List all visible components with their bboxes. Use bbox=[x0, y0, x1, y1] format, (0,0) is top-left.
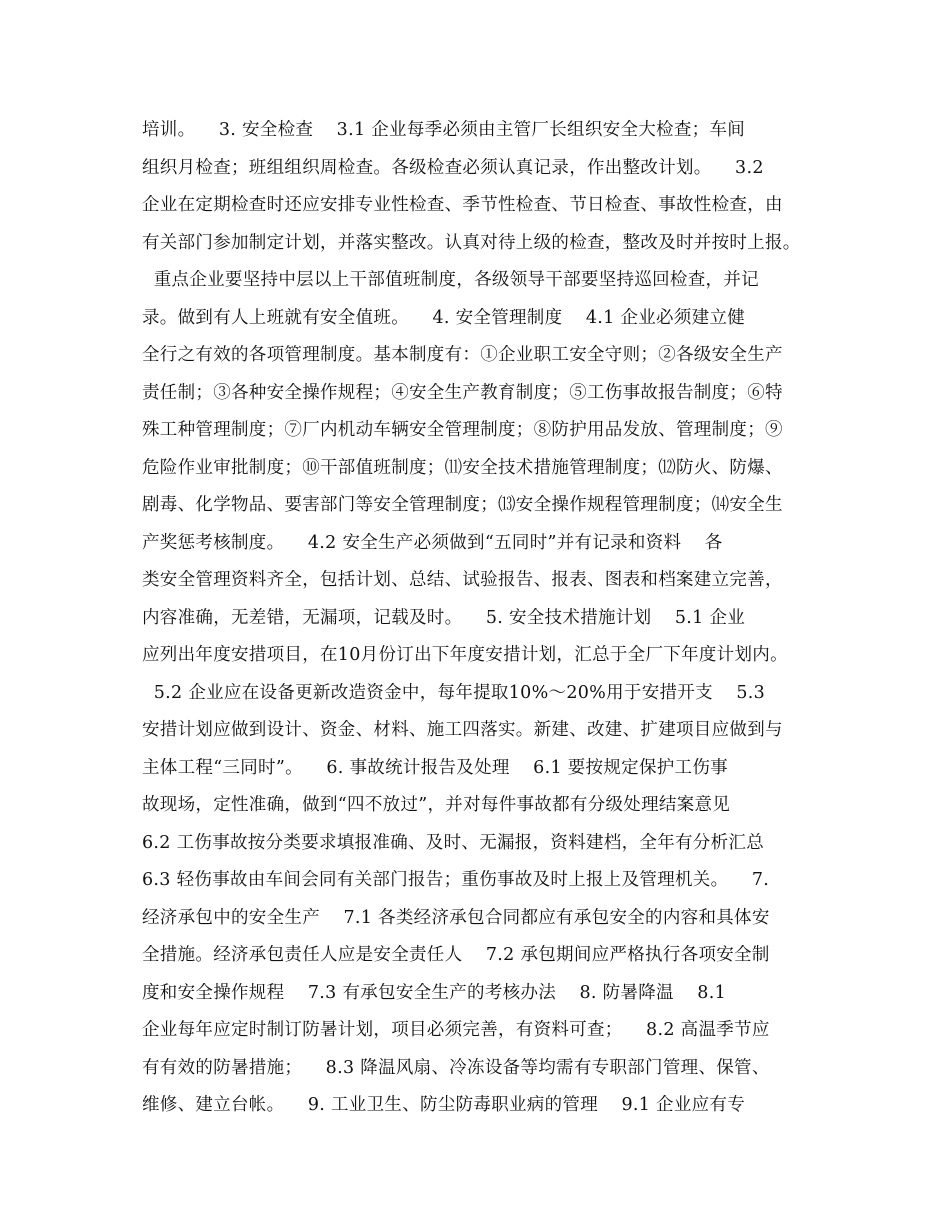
text-line: 殊工种管理制度；⑦厂内机动车辆安全管理制度；⑧防护用品发放、管理制度；⑨ bbox=[142, 420, 783, 440]
text-line: 6.3 轻伤事故由车间会同有关部门报告；重伤事故及时上报上及管理机关。 7. bbox=[142, 870, 770, 890]
text-line: 6.2 工伤事故按分类要求填报准确、及时、无漏报，资料建档，全年有分析汇总 bbox=[142, 832, 764, 853]
text-line: 内容准确，无差错，无漏项，记载及时。 5. 安全技术措施计划 5.1 企业 bbox=[142, 607, 746, 628]
text-line: 企业每年应定时制订防暑计划，项目必须完善，有资料可查； 8.2 高温季节应 bbox=[142, 1020, 770, 1040]
text-line: 录。做到有人上班就有安全值班。 4. 安全管理制度 4.1 企业必须建立健 bbox=[142, 307, 746, 328]
text-line: 企业在定期检查时还应安排专业性检查、季节性检查、节日检查、事故性检查，由 bbox=[142, 195, 783, 215]
text-line: 培训。 3. 安全检查 3.1 企业每季必须由主管厂长组织安全大检查；车间 bbox=[142, 120, 746, 140]
document-body bbox=[142, 112, 812, 1125]
text-line: 应列出年度安措项目，在10月份订出下年度安措计划，汇总于全厂下年度计划内。 bbox=[142, 645, 788, 665]
text-line: 剧毒、化学物品、要害部门等安全管理制度；⒀安全操作规程管理制度；⒁安全生 bbox=[142, 495, 783, 515]
text-line: 全措施。经济承包责任人应是安全责任人 7.2 承包期间应严格执行各项安全制 bbox=[142, 945, 770, 965]
text-line: 责任制；③各种安全操作规程；④安全生产教育制度；⑤工伤事故报告制度；⑥特 bbox=[142, 382, 783, 403]
text-line: 安措计划应做到设计、资金、材料、施工四落实。新建、改建、扩建项目应做到与 bbox=[142, 720, 783, 740]
text-line: 经济承包中的安全生产 7.1 各类经济承包合同都应有承包安全的内容和具体安 bbox=[142, 907, 770, 928]
text-line: 度和安全操作规程 7.3 有承包安全生产的考核办法 8. 防暑降温 8.1 bbox=[142, 982, 727, 1003]
text-line: 全行之有效的各项管理制度。基本制度有：①企业职工安全守则；②各级安全生产 bbox=[142, 345, 783, 365]
text-line: 类安全管理资料齐全，包括计划、总结、试验报告、报表、图表和档案建立完善， bbox=[142, 570, 783, 590]
text-line: 有有效的防暑措施； 8.3 降温风扇、冷冻设备等均需有专职部门管理、保管、 bbox=[142, 1057, 770, 1078]
text-line: 主体工程“三同时”。 6. 事故统计报告及处理 6.1 要按规定保护工伤事 bbox=[142, 757, 728, 778]
text-line: 有关部门参加制定计划，并落实整改。认真对待上级的检查，整改及时并按时上报。 bbox=[142, 232, 801, 253]
text-line: 5.2 企业应在设备更新改造资金中，每年提取10%～20%用于安措开支 5.3 bbox=[142, 682, 766, 703]
text-line: 故现场，定性准确，做到“四不放过”，并对每件事故都有分级处理结案意见 bbox=[142, 795, 731, 815]
text-line: 重点企业要坚持中层以上干部值班制度，各级领导干部要坚持巡回检查，并记 bbox=[142, 270, 759, 290]
text-line: 产奖惩考核制度。 4.2 安全生产必须做到“五同时”并有记录和资料 各 bbox=[142, 532, 723, 553]
text-line: 维修、建立台帐。 9. 工业卫生、防尘防毒职业病的管理 9.1 企业应有专 bbox=[142, 1095, 746, 1115]
text-line: 组织月检查；班组组织周检查。各级检查必须认真记录，作出整改计划。 3.2 bbox=[142, 157, 764, 178]
text-line: 危险作业审批制度；⑩干部值班制度；⑾安全技术措施管理制度；⑿防火、防爆、 bbox=[142, 457, 783, 478]
